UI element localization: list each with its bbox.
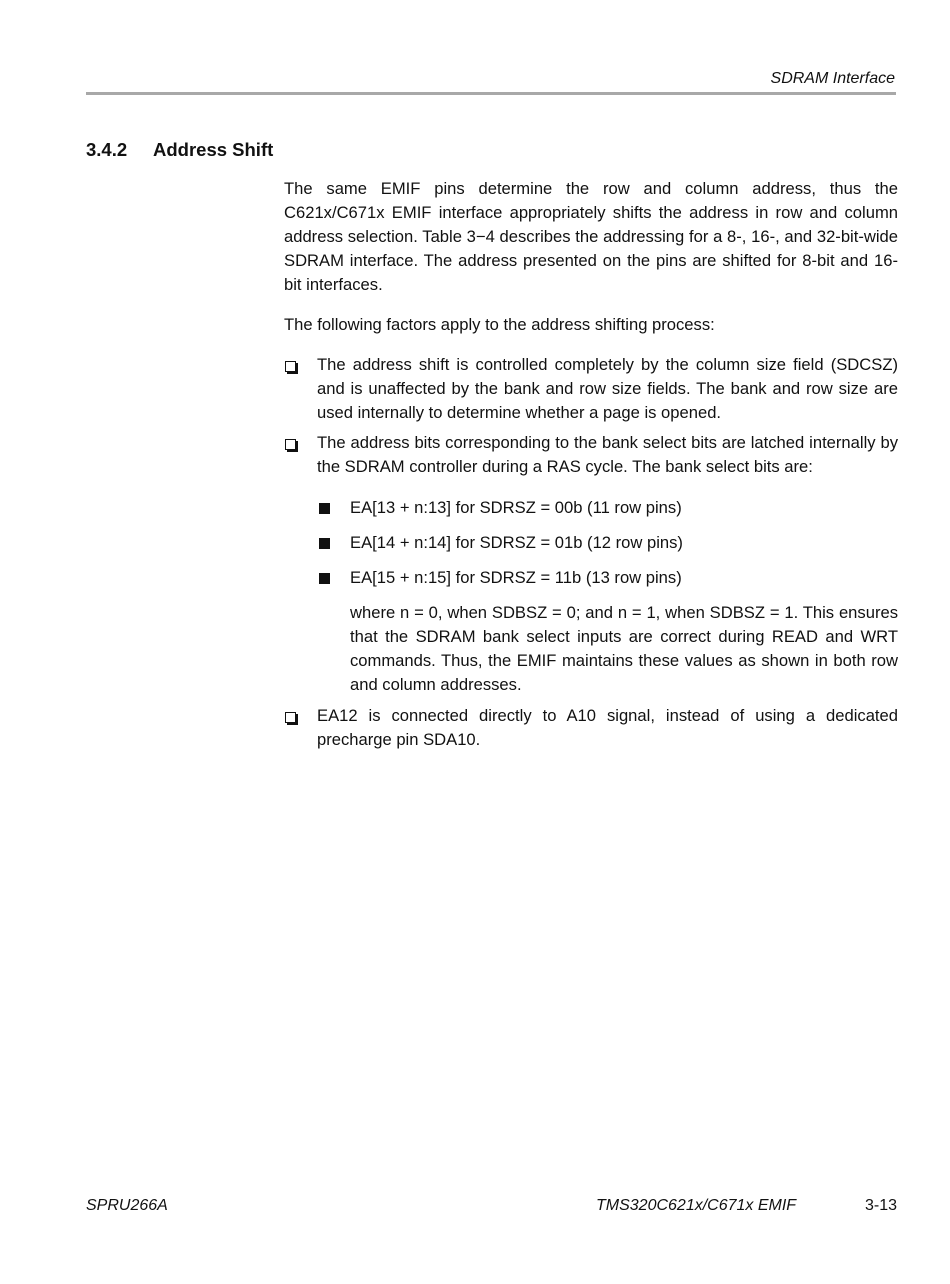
- bullet-text: The address shift is controlled completely by the column size field (SDCSZ) and is unaffected by the bank and row size fields. The bank and row size are used internally to determine whether a page is opened.: [317, 355, 898, 422]
- footer-doc-title: TMS320C621x/C671x EMIF: [596, 1197, 797, 1214]
- body-content: [284, 177, 898, 752]
- paragraph: The same EMIF pins determine the row and column address, thus the C621x/C671x EMIF interface appropriately shifts the address in row and column address selection. Table 3−4 describes the addressing for a 8-, 16-, and 32-bit-wide SDRAM interface. The address presented on the pins are shifted for 8-bit and 16-bit interfaces.: [284, 179, 898, 294]
- sub-bullet-item: [317, 531, 898, 555]
- sub-bullet-text: EA[14 + n:14] for SDRSZ = 01b (12 row pins): [350, 533, 683, 552]
- header-rule: [86, 92, 896, 95]
- square-bullet-icon: [319, 503, 330, 514]
- sub-bullet-item: [317, 496, 898, 520]
- bullet-text: The address bits corresponding to the bank select bits are latched internally by the SDRAM controller during a RAS cycle. The bank select bits are:: [317, 433, 898, 476]
- section-title: Address Shift: [153, 139, 274, 160]
- footer-page-number: 3-13: [864, 1197, 897, 1214]
- square-bullet-icon: [319, 573, 330, 584]
- sub-bullet-list: [317, 496, 898, 590]
- paragraph: The following factors apply to the address shifting process:: [284, 315, 715, 334]
- running-header: SDRAM Interface: [770, 70, 895, 87]
- checkbox-bullet-icon: [285, 439, 296, 450]
- section-number: 3.4.2: [86, 139, 128, 160]
- bullet-text: EA12 is connected directly to A10 signal, instead of using a dedicated precharge pin SDA10.: [317, 706, 898, 749]
- bullet-item: [284, 431, 898, 697]
- footer-doc-id: SPRU266A: [86, 1197, 168, 1214]
- bullet-item: [284, 704, 898, 752]
- sub-bullet-text: EA[15 + n:15] for SDRSZ = 11b (13 row pins): [350, 568, 682, 587]
- square-bullet-icon: [319, 538, 330, 549]
- section-heading: [86, 139, 273, 161]
- checkbox-bullet-icon: [285, 361, 296, 372]
- checkbox-bullet-icon: [285, 712, 296, 723]
- sub-bullet-item: [317, 566, 898, 590]
- sub-bullet-text: EA[13 + n:13] for SDRSZ = 00b (11 row pins): [350, 498, 682, 517]
- bullet-item: [284, 353, 898, 425]
- sub-note: where n = 0, when SDBSZ = 0; and n = 1, when SDBSZ = 1. This ensures that the SDRAM bank select inputs are correct during READ and WRT commands. Thus, the EMIF maintains these values as shown in both row and column addresses.: [350, 603, 898, 694]
